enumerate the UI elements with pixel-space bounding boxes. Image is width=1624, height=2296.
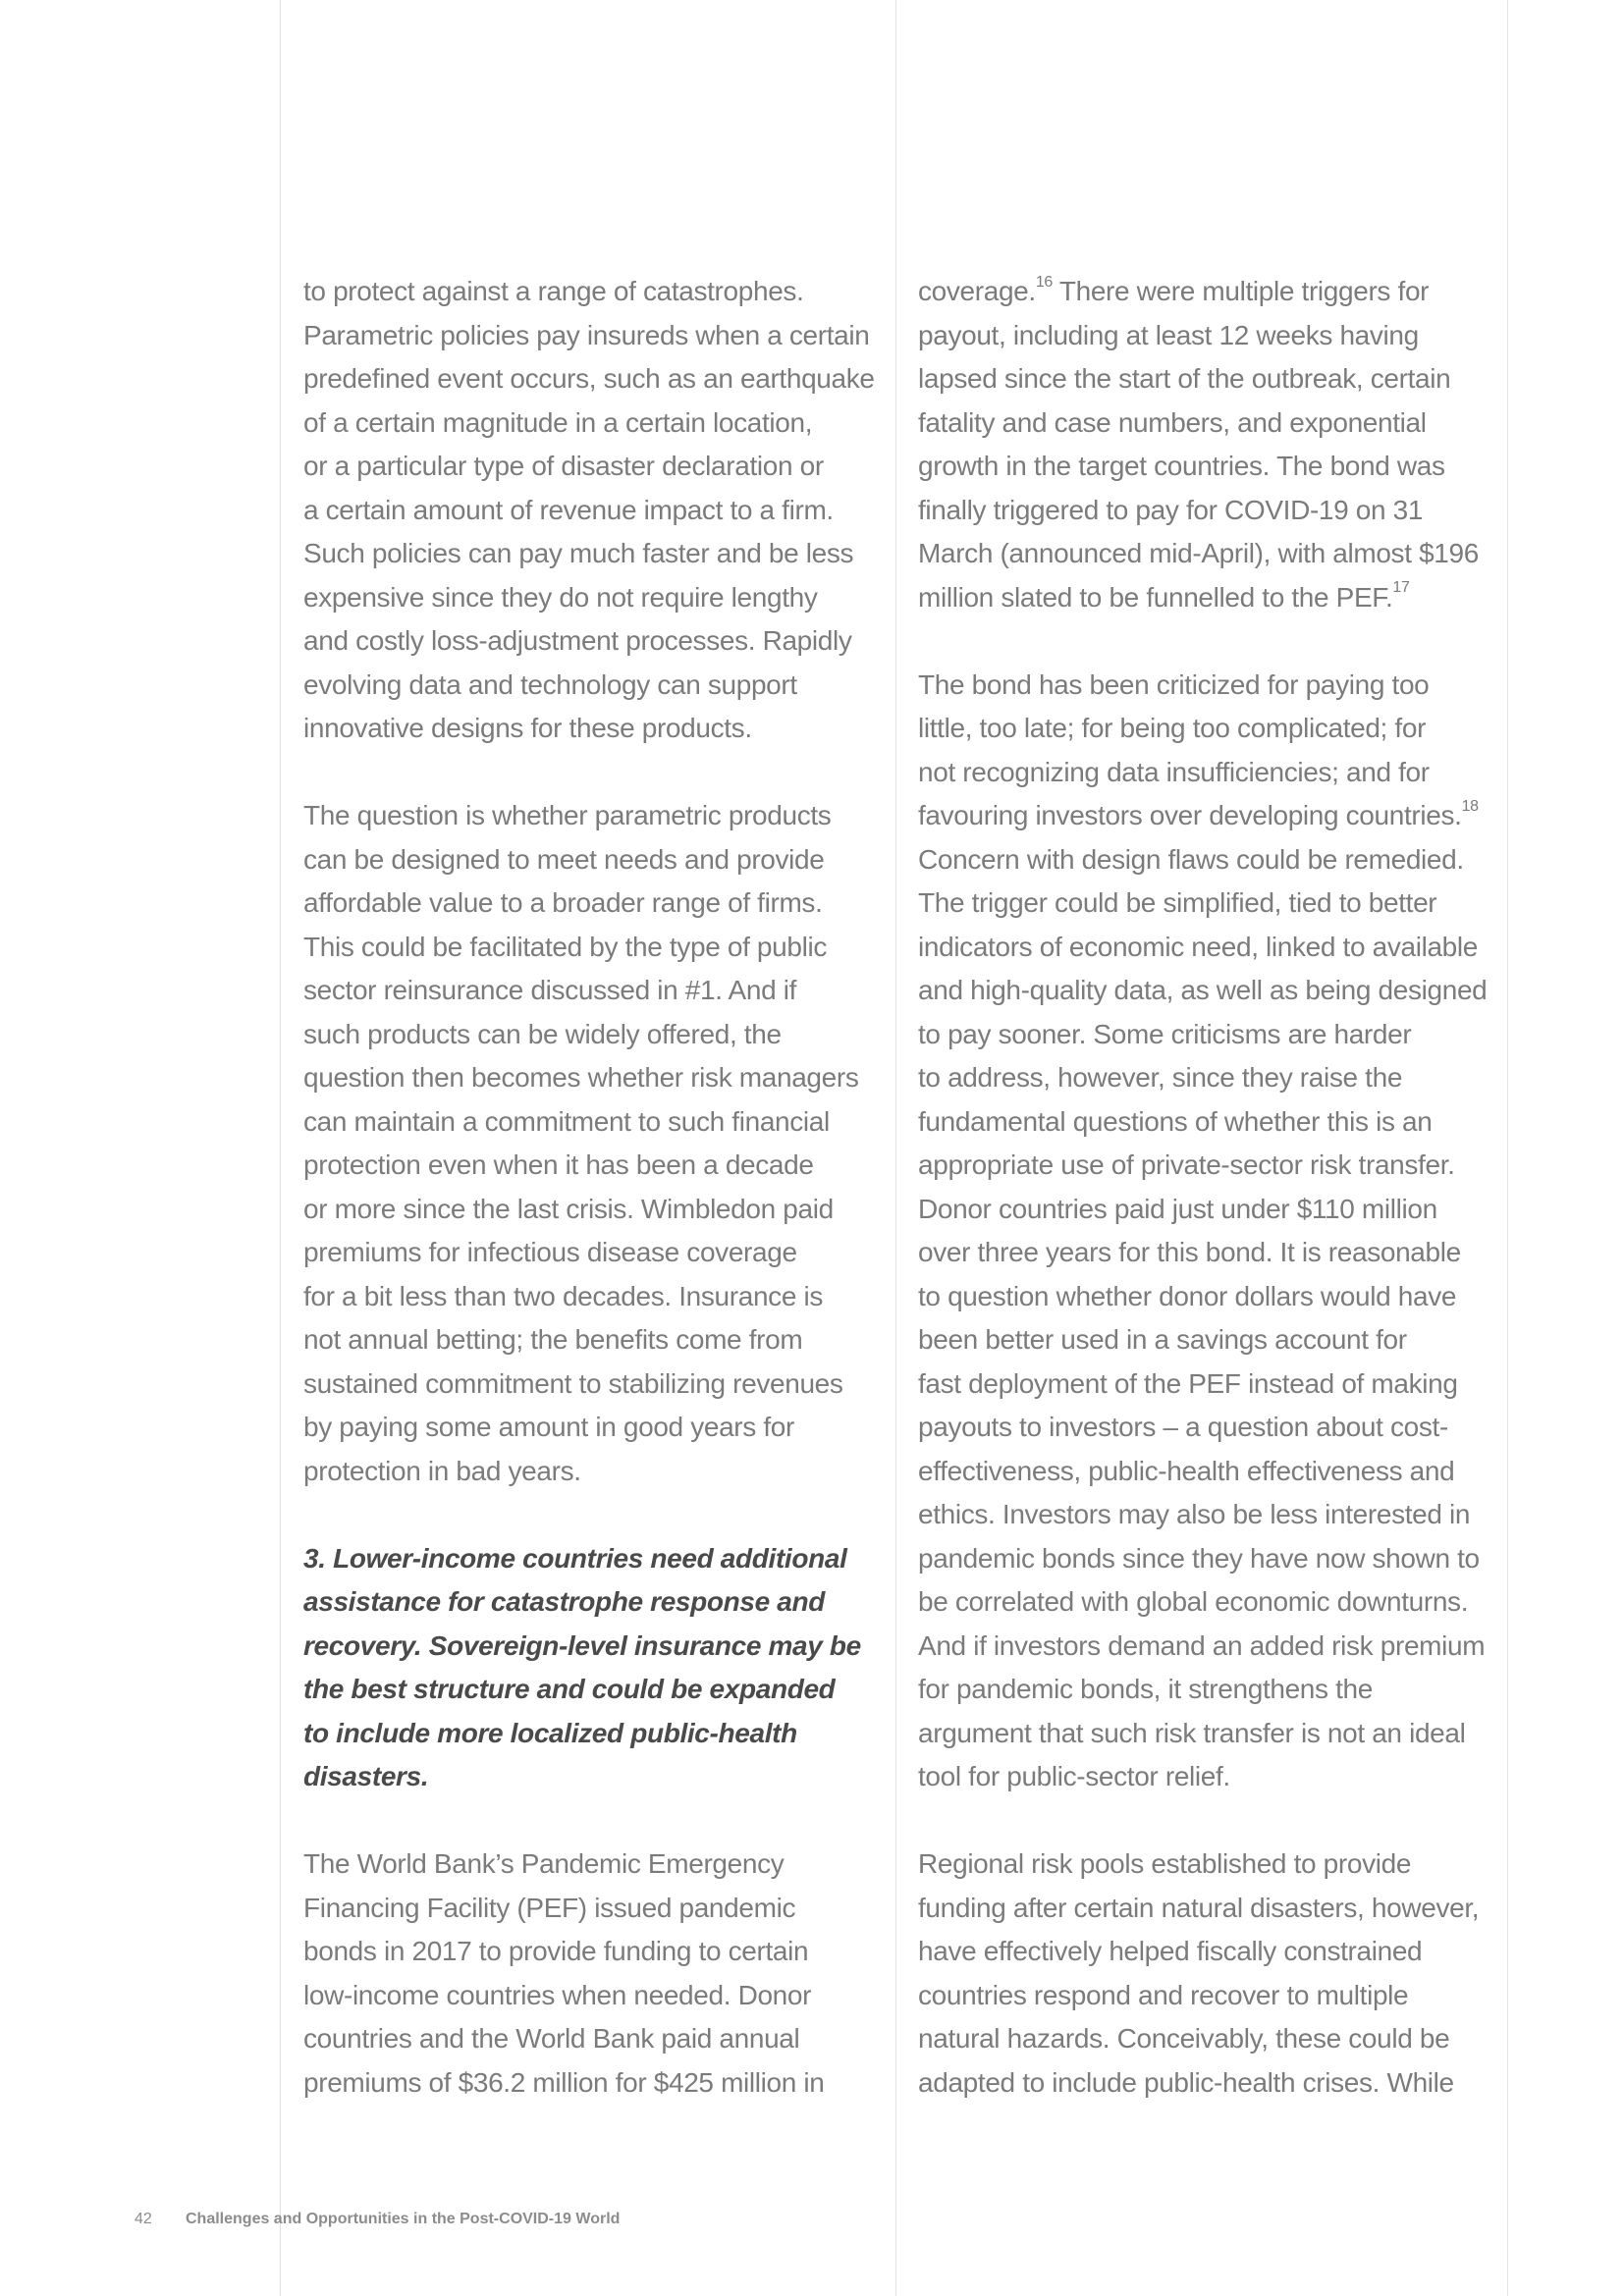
text-line: innovative designs for these products. [303,713,752,743]
column-divider-right [1507,0,1508,2296]
text-line: payout, including at least 12 weeks having [918,319,1419,350]
text-line: natural hazards. Conceivably, these could be [918,2023,1450,2054]
text-line: The bond has been criticized for paying too [918,668,1430,700]
text-line: premiums for infectious disease coverage [303,1237,797,1267]
text-line: been better used in a savings account for [918,1324,1407,1355]
text-line: appropriate use of private-sector risk transfer. [918,1149,1455,1180]
text-line: Concern with design flaws could be remedied. [918,843,1464,875]
heading-line: recovery. Sovereign-level insurance may be [303,1629,861,1661]
text-line: not annual betting; the benefits come from [303,1324,803,1355]
text-line: fast deployment of the PEF instead of making [918,1367,1458,1399]
text-line: have effectively helped fiscally constrained [918,1936,1423,1966]
text-line: question then becomes whether risk managers [303,1062,859,1093]
text-segment: There were multiple triggers for [1052,276,1430,306]
right-column [918,270,1507,2149]
paragraph-parametric-question [303,794,893,1493]
text-line: a certain amount of revenue impact to a firm. [303,494,834,525]
text-line: This could be facilitated by the type of public [303,931,827,962]
text-line: protection in bad years. [303,1455,581,1486]
section-heading-3 [303,1537,893,1799]
text-line: growth in the target countries. The bond was [918,451,1445,481]
text-segment: coverage. [918,276,1036,306]
text-line: countries respond and recover to multiple [918,1979,1409,2010]
text-line: finally triggered to pay for COVID-19 on 31 [918,494,1424,525]
text-line: lapsed since the start of the outbreak, certain [918,363,1451,394]
text-line: tool for public-sector relief. [918,1761,1230,1791]
text-line: of a certain magnitude in a certain location, [303,406,813,438]
paragraph-parametric-policies [303,270,893,751]
text-line: payouts to investors – a question about cost- [918,1412,1448,1442]
text-line: Such policies can pay much faster and be less [303,538,854,568]
text-line: predefined event occurs, such as an earthquake [303,363,875,394]
text-line: Financing Facility (PEF) issued pandemic [303,1892,796,1923]
text-line: March (announced mid-April), with almost $196 [918,538,1479,568]
text-line: The trigger could be simplified, tied to better [918,887,1437,918]
text-line: to protect against a range of catastrophes. [303,276,804,306]
document-title: Challenges and Opportunities in the Post-COVID-19 World [186,2211,621,2227]
column-divider-middle [895,0,896,2296]
text-line: by paying some amount in good years for [303,1412,794,1442]
text-line: to address, however, since they raise the [918,1062,1403,1093]
text-segment: million slated to be funnelled to the PEF. [918,581,1393,613]
heading-line: assistance for catastrophe response and [303,1586,825,1617]
text-line: and high-quality data, as well as being designed [918,975,1488,1005]
left-column [303,270,893,2149]
heading-line: disasters. [303,1761,429,1791]
text-line: Regional risk pools established to provide [918,1848,1412,1879]
heading-line: to include more localized public-health [303,1717,797,1748]
text-line: Donor countries paid just under $110 million [918,1193,1437,1224]
text-line: for a bit less than two decades. Insurance is [303,1280,823,1311]
paragraph-bond-triggers [918,270,1507,619]
footnote-ref-16: 16 [1035,273,1053,291]
text-line: countries and the World Bank paid annual [303,2023,800,2054]
text-line [918,270,1507,314]
text-line: or a particular type of disaster declaration or [303,451,824,481]
text-line: Parametric policies pay insureds when a certain [303,319,870,350]
text-line: The World Bank’s Pandemic Emergency [303,1848,785,1879]
column-divider-left [280,0,281,2296]
text-line: funding after certain natural disasters, however, [918,1892,1480,1923]
text-line: to question whether donor dollars would have [918,1280,1457,1311]
text-line [918,794,1507,838]
text-line: not recognizing data insufficiencies; and for [918,756,1430,787]
text-line: sustained commitment to stabilizing revenues [303,1367,843,1399]
heading-line: 3. Lower-income countries need additional [303,1542,847,1574]
text-line: over three years for this bond. It is reasonable [918,1237,1461,1267]
text-line: or more since the last crisis. Wimbledon paid [303,1193,834,1224]
text-line: to pay sooner. Some criticisms are harder [918,1018,1412,1049]
paragraph-bond-criticism [918,664,1507,1799]
text-segment: favouring investors over developing countries. [918,800,1462,830]
text-line: sector reinsurance discussed in #1. And if [303,975,797,1005]
footnote-ref-17: 17 [1392,579,1410,597]
text-line: for pandemic bonds, it strengthens the [918,1674,1373,1704]
text-line: can maintain a commitment to such financial [303,1105,830,1137]
text-line: argument that such risk transfer is not an ideal [918,1717,1466,1748]
text-line: can be designed to meet needs and provide [303,843,825,875]
text-line: bonds in 2017 to provide funding to certain [303,1936,809,1966]
page-footer [135,2211,620,2228]
text-line: little, too late; for being too complicated; for [918,713,1427,743]
text-line: And if investors demand an added risk premium [918,1629,1486,1661]
text-line: pandemic bonds since they have now shown to [918,1542,1480,1574]
text-line: premiums of $36.2 million for $425 million in [303,2066,825,2098]
text-line: and costly loss-adjustment processes. Rapidly [303,625,852,656]
footnote-ref-18: 18 [1461,797,1479,815]
text-line: indicators of economic need, linked to available [918,931,1478,962]
text-line: fatality and case numbers, and exponential [918,406,1427,438]
paragraph-pef-bonds [303,1842,893,2105]
text-line: be correlated with global economic downturns. [918,1586,1469,1617]
heading-line: the best structure and could be expanded [303,1674,836,1704]
text-line: adapted to include public-health crises. While [918,2066,1454,2098]
paragraph-regional-risk-pools [918,1842,1507,2105]
text-line [918,576,1507,620]
text-line: low-income countries when needed. Donor [303,1979,812,2010]
text-line: The question is whether parametric products [303,800,832,830]
text-line: ethics. Investors may also be less interested in [918,1499,1471,1529]
text-line: protection even when it has been a decade [303,1149,814,1180]
text-line: effectiveness, public-health effectiveness and [918,1455,1455,1486]
text-line: expensive since they do not require lengthy [303,581,818,613]
text-line: affordable value to a broader range of firms. [303,887,823,918]
page-number: 42 [135,2211,152,2227]
text-line: evolving data and technology can support [303,668,797,700]
text-line: such products can be widely offered, the [303,1018,782,1049]
text-line: fundamental questions of whether this is an [918,1105,1433,1137]
